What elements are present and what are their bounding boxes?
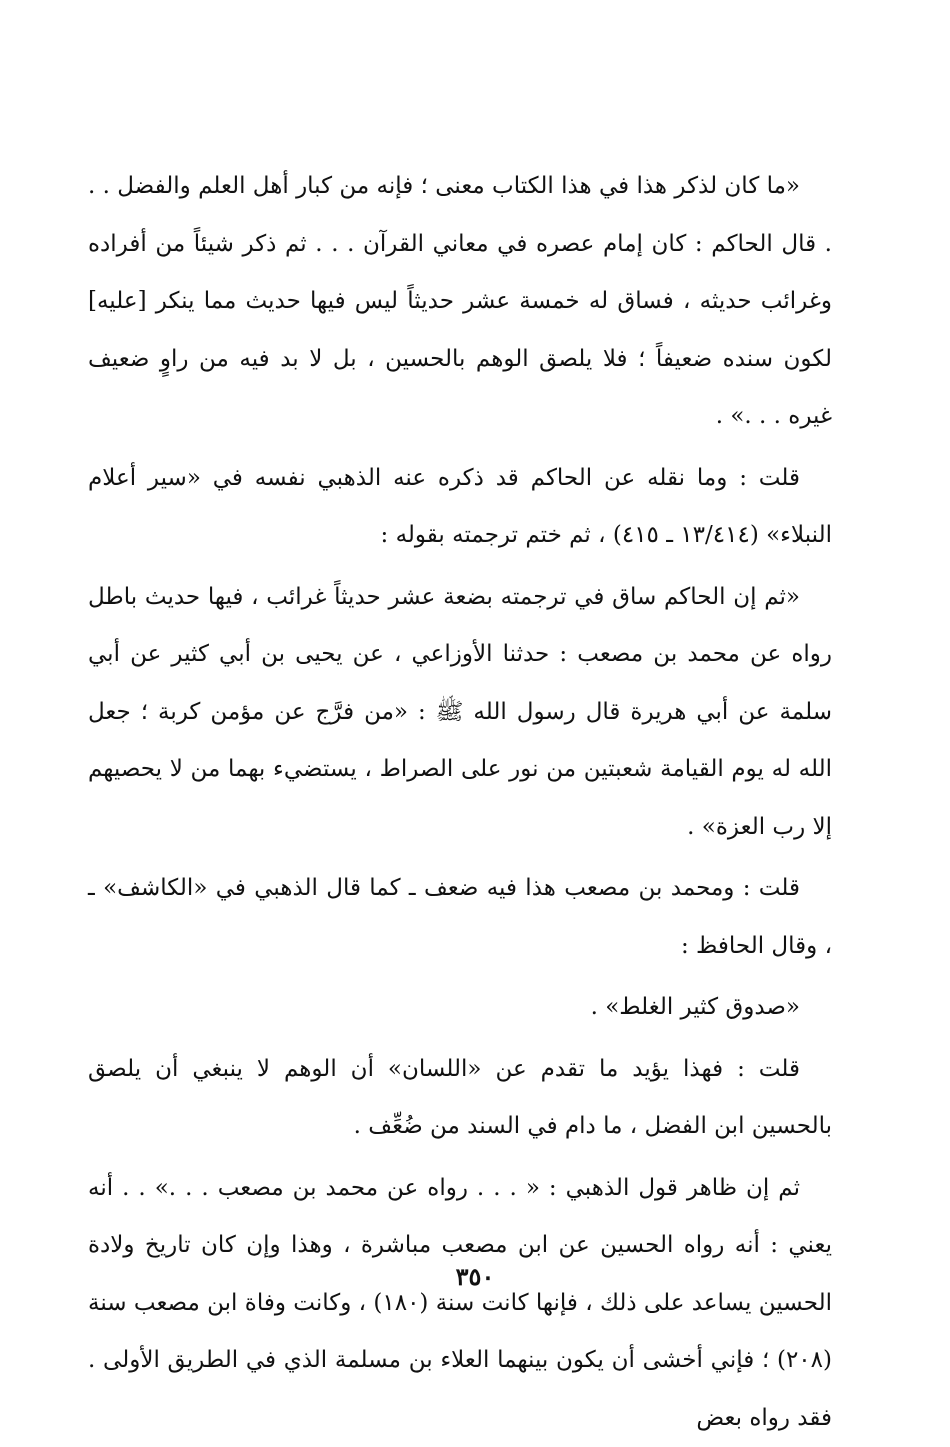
page-number: ٣٥٠: [0, 1262, 950, 1291]
paragraph-ibn-musab-note: قلت : ومحمد بن مصعب هذا فيه ضعف ـ كما قال الذهبي في «الكاشف» ـ ، وقال الحافظ :: [88, 860, 832, 975]
paragraph-hadith-quote: «ثم إن الحاكم ساق في ترجمته بضعة عشر حديثاً غرائب ، فيها حديث باطل رواه عن محمد بن مصعب : حدثنا الأوزاعي ، عن يحيى بن أبي كثير عن أبي سلمة عن أبي هريرة قال رسول الله ﷺ : «من فرَّج عن مؤمن كربة ؛ جعل الله له يوم القيامة شعبتين من نور على الصراط ، يستضيء بهما من لا يحصيهم إلا رب العزة» .: [88, 569, 832, 857]
paragraph-hafiz-quote: «صدوق كثير الغلط» .: [88, 979, 832, 1037]
paragraph-hakim-note: قلت : وما نقله عن الحاكم قد ذكره عنه الذهبي نفسه في «سير أعلام النبلاء» (١٣/٤١٤ ـ ٤١٥) ، ثم ختم ترجمته بقوله :: [88, 450, 832, 565]
page-body: [88, 158, 832, 1447]
paragraph-lisan-note: قلت : فهذا يؤيد ما تقدم عن «اللسان» أن الوهم لا ينبغي أن يلصق بالحسين ابن الفضل ، ما دام في السند من ضُعِّف .: [88, 1041, 832, 1156]
paragraph-dhahabi-analysis: ثم إن ظاهر قول الذهبي : « . . . رواه عن محمد بن مصعب . . .» . . أنه يعني : أنه رواه الحسين عن ابن مصعب مباشرة ، وهذا وإن كان تاريخ ولادة الحسين يساعد على ذلك ، فإنها كانت سنة (١٨٠) ، وكانت وفاة ابن مصعب سنة (٢٠٨) ؛ فإني أخشى أن يكون بينهما العلاء بن مسلمة الذي في الطريق الأولى . فقد رواه بعض: [88, 1160, 832, 1447]
paragraph-quote-dhahabi: «ما كان لذكر هذا في هذا الكتاب معنى ؛ فإنه من كبار أهل العلم والفضل . . . قال الحاكم : كان إمام عصره في معاني القرآن . . . ثم ذكر شيئاً من أفراده وغرائب حديثه ، فساق له خمسة عشر حديثاً ليس فيها حديث مما ينكر [عليه] لكون سنده ضعيفاً ؛ فلا يلصق الوهم بالحسين ، بل لا بد فيه من راوٍ ضعيف غيره . . .» .: [88, 158, 832, 446]
